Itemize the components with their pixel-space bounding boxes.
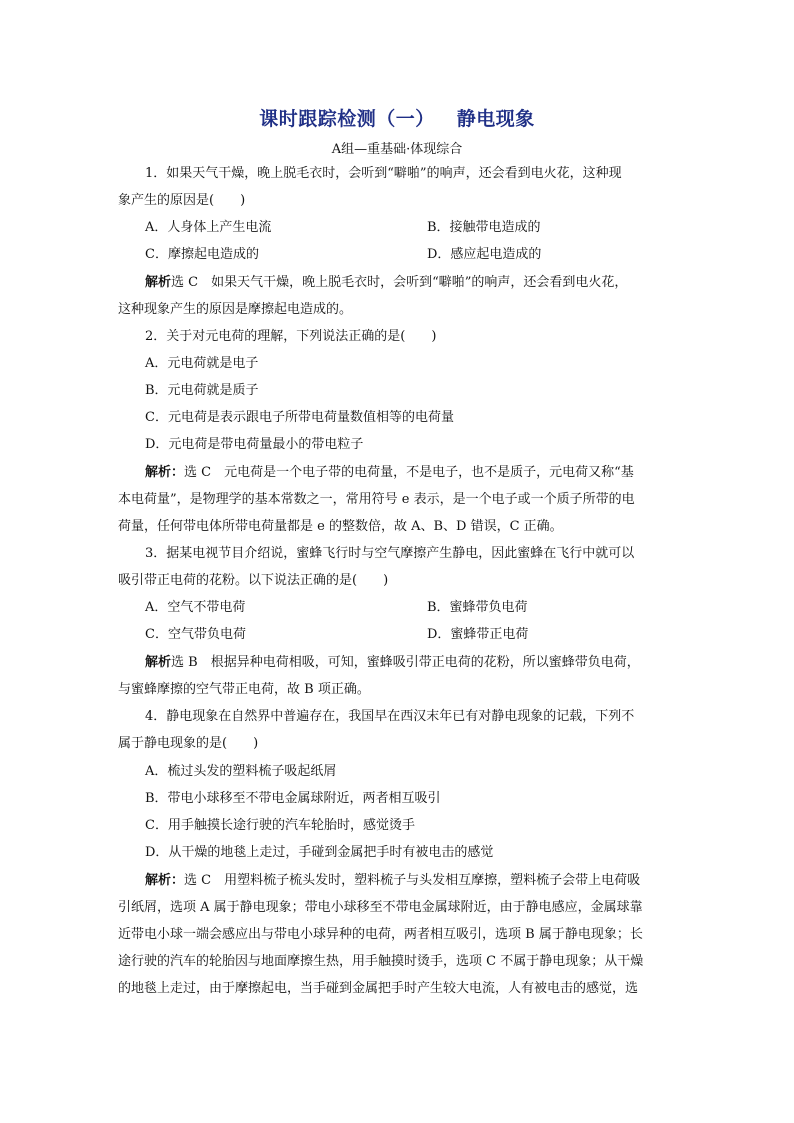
q3-stem-line1: 3．据某电视节目介绍说，蜜蜂飞行时与空气摩擦产生静电，因此蜜蜂在飞行中就可以 [145, 546, 635, 561]
q2-answer-line1 [145, 465, 634, 481]
q4-option-a: A．梳过头发的塑料梳子吸起纸屑 [145, 764, 337, 779]
q1-option-c: C．摩擦起电造成的 [145, 247, 259, 262]
q1-answer-line1 [145, 275, 627, 291]
q3-option-c: C．空气带负电荷 [145, 627, 246, 642]
q4-answer-label: 解析： [145, 873, 185, 888]
section-subtitle: A组—重基础·体现综合 [331, 142, 463, 157]
q1-answer-text1: 选 C 如果天气干燥，晚上脱毛衣时，会听到“噼啪”的响声，还会看到电火花， [171, 275, 628, 290]
q1-option-a: A．人身体上产生电流 [145, 220, 272, 235]
q1-stem-line1: 1．如果天气干燥，晚上脱毛衣时，会听到“噼啪”的响声，还会看到电火花，这种现 [145, 166, 622, 181]
q2-option-a: A．元电荷就是电子 [145, 356, 259, 371]
q4-answer-line4: 途行驶的汽车的轮胎因与地面摩擦生热，用手触摸时烫手，选项 C 不属于静电现象；从干燥 [118, 954, 644, 969]
q4-option-b: B．带电小球移至不带电金属球附近，两者相互吸引 [145, 791, 441, 806]
q4-answer-text1: 选 C 用塑料梳子梳头发时，塑料梳子与头发相互摩擦，塑料梳子会带上电荷吸 [184, 873, 641, 888]
q2-answer-text1: 选 C 元电荷是一个电子带的电荷量，不是电子，也不是质子，元电荷又称“基 [184, 465, 634, 480]
q3-option-d: D．蜜蜂带正电荷 [427, 627, 529, 642]
q3-answer-line1 [145, 655, 640, 671]
title-main: 课时跟踪检测（一） [259, 108, 435, 130]
q2-stem-line1: 2．关于对元电荷的理解，下列说法正确的是( ) [145, 329, 437, 344]
q3-answer-text1: 选 B 根据异种电荷相吸，可知，蜜蜂吸引带正电荷的花粉，所以蜜蜂带负电荷， [171, 655, 640, 670]
q2-option-d: D．元电荷是带电荷量最小的带电粒子 [145, 437, 364, 452]
q1-answer-label: 解析 [145, 275, 172, 290]
q2-answer-label: 解析： [145, 465, 185, 480]
page-title [0, 104, 794, 131]
q1-answer-line2: 这种现象产生的原因是摩擦起电造成的。 [118, 302, 353, 317]
q4-option-c: C．用手触摸长途行驶的汽车轮胎时，感觉烫手 [145, 818, 415, 833]
q2-option-c: C．元电荷是表示跟电子所带电荷量数值相等的电荷量 [145, 410, 454, 425]
q4-answer-line1 [145, 873, 640, 889]
q4-stem-line2: 属于静电现象的是( ) [118, 736, 259, 751]
q4-stem-line1: 4．静电现象在自然界中普遍存在，我国早在西汉末年已有对静电现象的记载，下列不 [145, 709, 635, 724]
q2-answer-line2: 本电荷量”，是物理学的基本常数之一，常用符号 e 表示，是一个电子或一个质子所带的电 [118, 492, 635, 507]
q2-option-b: B．元电荷就是质子 [145, 383, 259, 398]
q3-option-b: B．蜜蜂带负电荷 [427, 600, 528, 615]
q4-answer-line5: 的地毯上走过，由于摩擦起电，当手碰到金属把手时产生较大电流，人有被电击的感觉，选 [118, 981, 639, 996]
q4-answer-line2: 引纸屑，选项 A 属于静电现象；带电小球移至不带电金属球附近，由于静电感应，金属球靠 [118, 900, 643, 915]
q3-answer-line2: 与蜜蜂摩擦的空气带正电荷，故 B 项正确。 [118, 682, 370, 697]
q1-stem-line2: 象产生的原因是( ) [118, 193, 246, 208]
q4-option-d: D．从干燥的地毯上走过，手碰到金属把手时有被电击的感觉 [145, 845, 494, 860]
q3-option-a: A．空气不带电荷 [145, 600, 246, 615]
q3-stem-line2: 吸引带正电荷的花粉。以下说法正确的是( ) [118, 573, 389, 588]
title-topic: 静电现象 [456, 108, 535, 130]
q4-answer-line3: 近带电小球一端会感应出与带电小球异种的电荷，两者相互吸引，选项 B 属于静电现象；长 [118, 927, 643, 942]
q3-answer-label: 解析 [145, 655, 172, 670]
q1-option-b: B．接触带电造成的 [427, 220, 541, 235]
q2-answer-line3: 荷量，任何带电体所带电荷量都是 e 的整数倍，故 A、B、D 错误，C 正确。 [118, 519, 563, 534]
q1-option-d: D．感应起电造成的 [427, 247, 542, 262]
